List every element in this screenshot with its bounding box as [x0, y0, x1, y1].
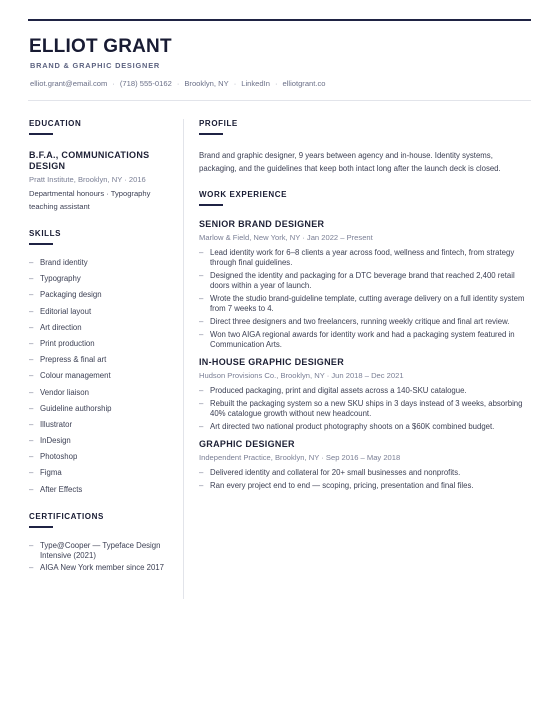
header-divider: [28, 100, 531, 101]
job-meta: Hudson Provisions Co., Brooklyn, NY · Jun 2018 – Dec 2021: [199, 371, 404, 380]
certifications-list: [29, 541, 174, 573]
education-section: [29, 119, 174, 213]
job-entry: [199, 219, 531, 350]
contact-separator: ·: [274, 79, 278, 88]
section-underline: [29, 526, 53, 528]
section-underline: [29, 243, 53, 245]
job-bullet: – Wrote the studio brand-guideline template, cutting average delivery on a full identity system from 7 weeks to 4.: [199, 294, 531, 314]
left-column: [29, 119, 174, 575]
skill-item: – After Effects: [29, 485, 174, 501]
job-bullets: [199, 468, 531, 491]
job-title: IN-HOUSE GRAPHIC DESIGNER: [199, 357, 345, 367]
skill-item: – Guideline authorship: [29, 404, 174, 420]
degree: B.F.A., COMMUNICATIONS DESIGN: [29, 150, 150, 171]
skill-item: – Typography: [29, 274, 174, 290]
skill-item: – Print production: [29, 339, 174, 355]
certifications-section: [29, 512, 174, 573]
section-underline: [199, 204, 223, 206]
contact-email[interactable]: elliot.grant@email.com: [30, 79, 108, 88]
skills-section: [29, 229, 174, 501]
section-title-education: EDUCATION: [29, 119, 82, 128]
skill-item: – Vendor liaison: [29, 388, 174, 404]
column-divider: [183, 119, 184, 599]
job-bullet: – Direct three designers and two freelancers, running weekly critique and final art review.: [199, 317, 531, 327]
skill-item: – Editorial layout: [29, 307, 174, 323]
experience-section: [199, 190, 531, 491]
skills-list: [29, 258, 174, 501]
skill-item: – Packaging design: [29, 290, 174, 306]
skill-item: – Prepress & final art: [29, 355, 174, 371]
top-rule: [28, 19, 531, 21]
skill-item: – Photoshop: [29, 452, 174, 468]
section-underline: [199, 133, 223, 135]
job-title: SENIOR BRAND DESIGNER: [199, 219, 325, 229]
section-title-experience: WORK EXPERIENCE: [199, 190, 288, 199]
skill-item: – Art direction: [29, 323, 174, 339]
job-bullet: – Designed the identity and packaging for a DTC beverage brand that reached 2,400 retail doors within a year of launch.: [199, 271, 531, 291]
skill-item: – Brand identity: [29, 258, 174, 274]
contact-phone[interactable]: (718) 555-0162: [119, 79, 172, 88]
job-bullet: – Lead identity work for 6–8 clients a year across food, wellness and fintech, from strategy through final guidelines.: [199, 248, 531, 268]
job-bullets: [199, 386, 531, 432]
job-bullet: – Won two AIGA regional awards for identity work and had a packaging system featured in Communication Arts.: [199, 330, 531, 350]
contact-separator: ·: [233, 79, 237, 88]
job-bullets: [199, 248, 531, 350]
contact-linkedin[interactable]: LinkedIn: [241, 79, 270, 88]
contact-separator: ·: [176, 79, 180, 88]
job-bullet: – Delivered identity and collateral for 20+ small businesses and nonprofits.: [199, 468, 531, 478]
section-title-certifications: CERTIFICATIONS: [29, 511, 104, 521]
job-bullet: – Art directed two national product photography shoots on a $60K combined budget.: [199, 422, 531, 432]
school: Pratt Institute, Brooklyn, NY · 2016: [29, 175, 146, 184]
job-entry: [199, 357, 531, 432]
job-meta: Marlow & Field, New York, NY · Jan 2022 – Present: [199, 233, 373, 242]
job-bullet: – Produced packaging, print and digital assets across a 140-SKU catalogue.: [199, 386, 531, 396]
contact-line: [30, 79, 326, 88]
skill-item: – Figma: [29, 468, 174, 484]
job-title: GRAPHIC DESIGNER: [199, 439, 295, 449]
profile-summary: Brand and graphic designer, 9 years between agency and in-house. Identity systems, packaging, and the guidelines that keep both intact long after the launch deck is closed.: [199, 151, 501, 173]
certification-item: – Type@Cooper — Typeface Design Intensive (2021): [29, 541, 174, 561]
candidate-role: BRAND & GRAPHIC DESIGNER: [30, 61, 161, 70]
section-title-profile: PROFILE: [199, 119, 238, 128]
job-bullet: – Rebuilt the packaging system so a new SKU ships in 3 days instead of 3 weeks, absorbing 40% catalogue growth without new headcount.: [199, 399, 531, 419]
profile-section: [199, 119, 531, 175]
skill-item: – Illustrator: [29, 420, 174, 436]
job-bullet: – Ran every project end to end — scoping, pricing, presentation and final files.: [199, 481, 531, 491]
contact-location: Brooklyn, NY: [184, 79, 229, 88]
job-entry: [199, 439, 531, 491]
section-underline: [29, 133, 53, 135]
contact-separator: ·: [112, 79, 115, 88]
skill-item: – InDesign: [29, 436, 174, 452]
section-title-skills: SKILLS: [29, 229, 62, 238]
candidate-name: ELLIOT GRANT: [29, 36, 172, 57]
certification-item: – AIGA New York member since 2017: [29, 563, 174, 573]
skill-item: – Colour management: [29, 371, 174, 387]
education-note: Departmental honours · Typography teaching assistant: [29, 189, 151, 211]
contact-website[interactable]: elliotgrant.co: [282, 79, 326, 88]
right-column: [199, 119, 531, 498]
job-meta: Independent Practice, Brooklyn, NY · Sep 2016 – May 2018: [199, 453, 401, 462]
